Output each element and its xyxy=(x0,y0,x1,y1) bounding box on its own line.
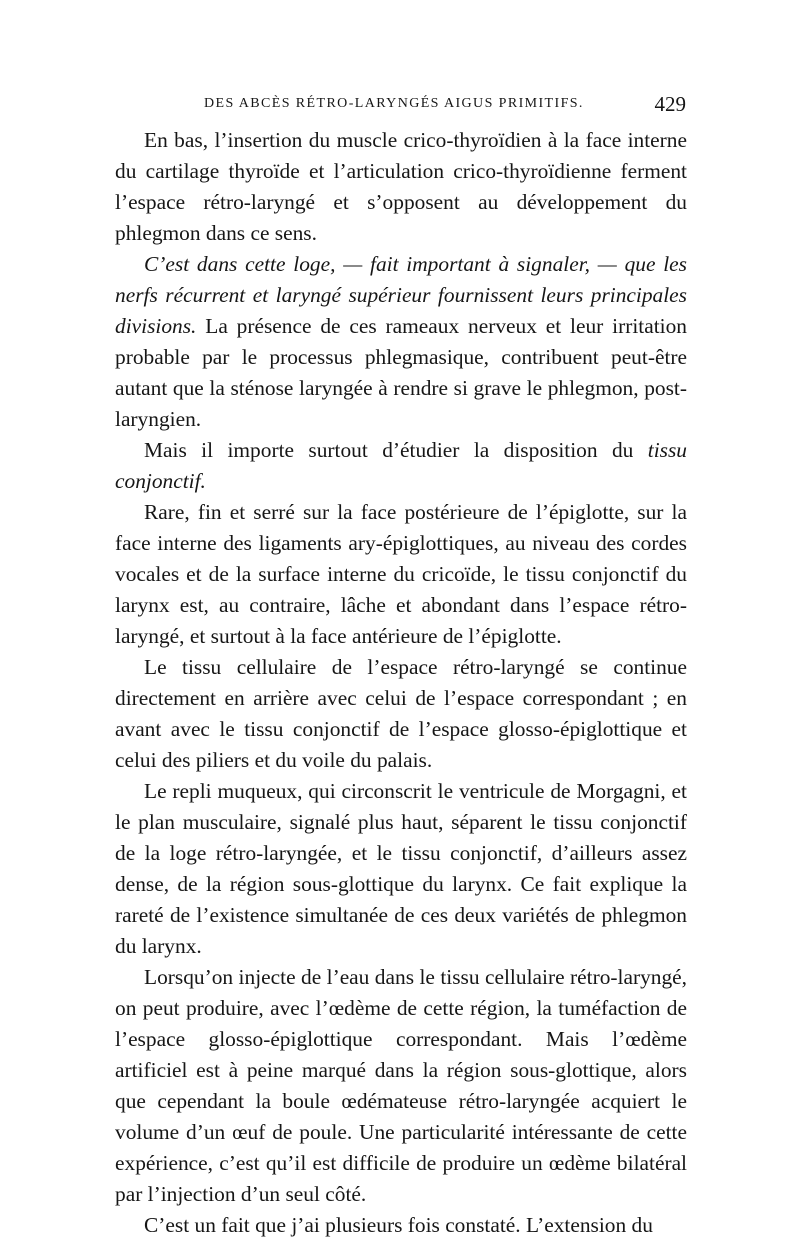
body-text xyxy=(115,125,687,1241)
running-title: DES ABCÈS RÉTRO-LARYNGÉS AIGUS PRIMITIFS. xyxy=(204,96,584,111)
paragraph xyxy=(115,652,687,776)
paragraph xyxy=(115,962,687,1210)
paragraph-text: En bas, l’insertion du muscle crico-thyroïdien à la face interne du cartilage thyroïde et l’articulation crico-thyroïdienne ferment l’espace rétro-laryngé et s’opposent au développement du phlegmon dans ce sens. xyxy=(115,128,687,245)
paragraph xyxy=(115,125,687,249)
running-head xyxy=(118,94,686,118)
emphasized-term: tissu conjonctif. xyxy=(115,438,687,493)
page-number: 429 xyxy=(654,92,686,116)
paragraph xyxy=(115,249,687,435)
emphasized-sentence: C’est dans cette loge, — fait important à signaler, — que les nerfs récurrent et laryngé supérieur fournissent leurs principales divisions. xyxy=(115,252,687,338)
paragraph-text: C’est un fait que j’ai plusieurs fois constaté. L’extension du xyxy=(144,1213,653,1237)
paragraph-text: La présence de ces rameaux nerveux et leur irritation probable par le processus phlegmasique, contribuent peut-être autant que la sténose laryngée à rendre si grave le phlegmon, post-laryngien. xyxy=(115,314,687,431)
paragraph xyxy=(115,435,687,497)
paragraph-text: Mais il importe surtout d’étudier la disposition du xyxy=(144,438,648,462)
paragraph-text: Lorsqu’on injecte de l’eau dans le tissu cellulaire rétro-laryngé, on peut produire, avec l’œdème de cette région, la tuméfaction de l’espace glosso-épiglottique correspondant. Mais l’œdème artificiel est à peine marqué dans la région sous-glottique, alors que cependant la boule œdémateuse rétro-laryngée acquiert le volume d’un œuf de poule. Une particularité intéressante de cette expérience, c’est qu’il est difficile de produire un œdème bilatéral par l’injection d’un seul côté. xyxy=(115,965,687,1206)
paragraph xyxy=(115,776,687,962)
paragraph-text: Le repli muqueux, qui circonscrit le ventricule de Morgagni, et le plan musculaire, signalé plus haut, séparent le tissu conjonctif de la loge rétro-laryngée, et le tissu conjonctif, d’ailleurs assez dense, de la région sous-glottique du larynx. Ce fait explique la rareté de l’existence simultanée de ces deux variétés de phlegmon du larynx. xyxy=(115,779,687,958)
paragraph-text: Rare, fin et serré sur la face postérieure de l’épiglotte, sur la face interne des ligaments ary-épiglottiques, au niveau des cordes vocales et de la surface interne du cricoïde, le tissu conjonctif du larynx est, au contraire, lâche et abondant dans l’espace rétro-laryngé, et surtout à la face antérieure de l’épiglotte. xyxy=(115,500,687,648)
paragraph xyxy=(115,497,687,652)
paragraph-text: Le tissu cellulaire de l’espace rétro-laryngé se continue directement en arrière avec celui de l’espace correspondant ; en avant avec le tissu conjonctif de l’espace glosso-épiglottique et celui des piliers et du voile du palais. xyxy=(115,655,687,772)
